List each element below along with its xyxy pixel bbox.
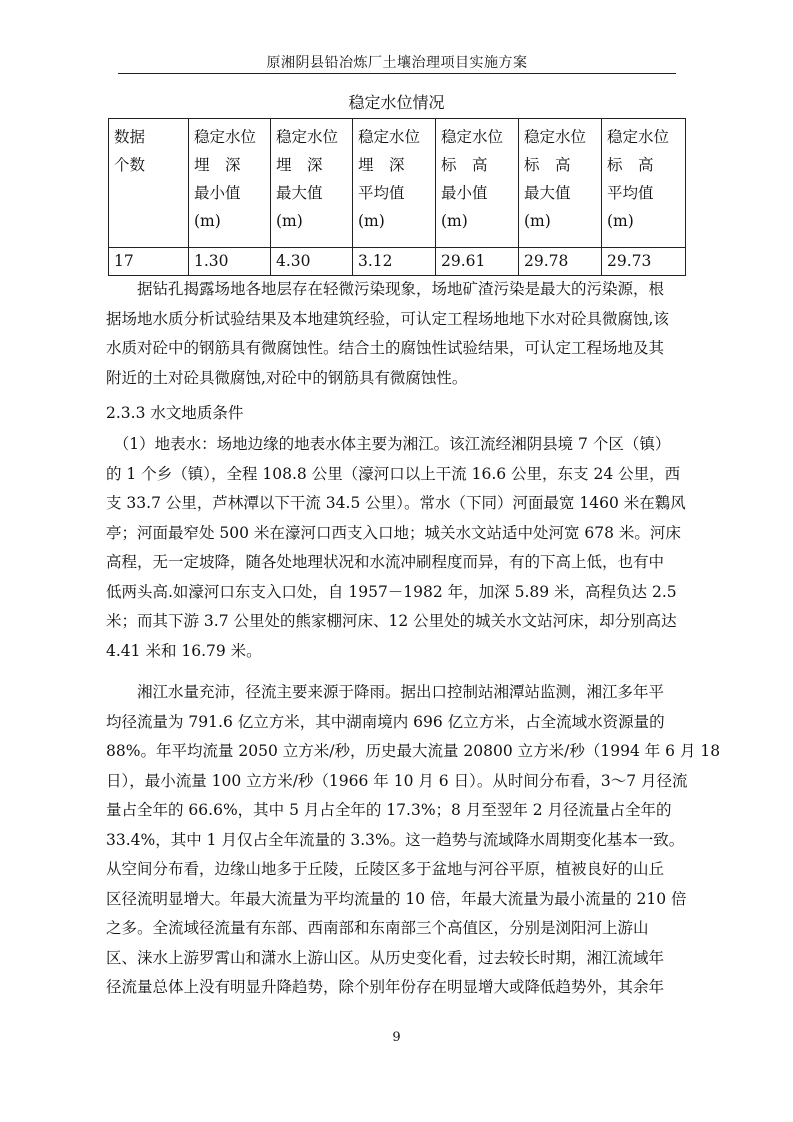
header-cell-depth-max: 稳定水位 埋 深 最大值 (m) (271, 119, 353, 248)
header-cell-elev-min: 稳定水位 标 高 最小值 (m) (436, 119, 519, 248)
paragraph-corrosion: 据钻孔揭露场地各地层存在轻微污染现象，场地矿渣污染是最大的污染源，根 据场地水质分析试验结果及本地建筑经验，可认定工程场地地下水对砼具微腐蚀,该 水质对砼中的钢筋具有微腐蚀性。结合土的腐蚀性试验结果，可认定工程场地及其 附近的土对砼具微腐蚀,对砼中的钢筋具有微腐蚀性。 (106, 280, 669, 387)
paragraph-runoff: 湘江水量充沛，径流主要来源于降雨。据出口控制站湘潭站监测，湘江多年平 均径流量为 791.6 亿立方米，其中湖南境内 696 亿立方米，占全流域水资源量的 88%。年平均流量 2050 立方米/秒，历史最大流量 20800 立方米/秒（1994 年 6 月 18 日），最小流量 100 立方米/秒（1966 年 10 月 6 日）。从时间分布看，3～7 月径流 量占全年的 66.6%，其中 5 月占全年的 17.3%；8 月至翌年 2 月径流量占全年的 33.4%，其中 1 月仅占全年流量的 3.3%。这一趋势与流域降水周期变化基本一致。 从空间分布看，边缘山地多于丘陵，丘陵区多于盆地与河谷平原，植被良好的山丘 区径流明显增大。年最大流量为平均流量的 10 倍，年最大流量为最小流量的 210 倍 之多。全流域径流量有东部、西南部和东南部三个高值区，分别是浏阳河上游山 区、涞水上游罗霄山和潇水上游山区。从历史变化看，过去较长时期，湘江流域年 径流量总体上没有明显升降趋势，除个别年份存在明显增大或降低趋势外，其余年 (106, 683, 721, 996)
table-row (109, 248, 686, 276)
header-rule (118, 73, 676, 74)
table-title: 稳定水位情况 (348, 93, 445, 112)
paragraph-surface-water: （1）地表水：场地边缘的地表水体主要为湘江。该江流经湘阴县境 7 个区（镇） 的 1 个乡（镇），全程 108.8 公里（濠河口以上干流 16.6 公里，东支 24 公里，西 支 33.7 公里，芦林潭以下干流 34.5 公里）。常水（下同）河面最宽 1460 米在鸈风 亭；河面最窄处 500 米在濠河口西支入口地；城关水文站适中处河宽 678 米。河床 高程，无一定坡降，随各处地理状况和水流冲刷程度而异，有的下高上低，也有中 低两头高.如濠河口东支入口处，自 1957－1982 年，加深 5.89 米，高程负达 2.5 米；而其下游 3.7 公里处的熊家棚河床、12 公里处的城关水文站河床，却分别高达 4.41 米和 16.79 米。 (106, 435, 686, 660)
table-cell: 1.30 (189, 248, 271, 276)
table-cell: 3.12 (353, 248, 436, 276)
header-cell-count: 数据 个数 (109, 119, 189, 248)
table-cell: 29.78 (519, 248, 602, 276)
header-cell-depth-avg: 稳定水位 埋 深 平均值 (m) (353, 119, 436, 248)
running-header: 原湘阴县铅冶炼厂土壤治理项目实施方案 (266, 55, 528, 71)
table-cell: 29.61 (436, 248, 519, 276)
table-header-row (109, 119, 686, 248)
page-number: 9 (392, 1030, 401, 1045)
water-level-table (108, 118, 686, 276)
header-cell-depth-min: 稳定水位 埋 深 最小值 (m) (189, 119, 271, 248)
section-heading: 2.3.3 水文地质条件 (106, 404, 244, 422)
table-cell: 4.30 (271, 248, 353, 276)
table-cell: 29.73 (602, 248, 686, 276)
header-cell-elev-avg: 稳定水位 标 高 平均值 (m) (602, 119, 686, 248)
table-cell: 17 (109, 248, 189, 276)
header-cell-elev-max: 稳定水位 标 高 最大值 (m) (519, 119, 602, 248)
